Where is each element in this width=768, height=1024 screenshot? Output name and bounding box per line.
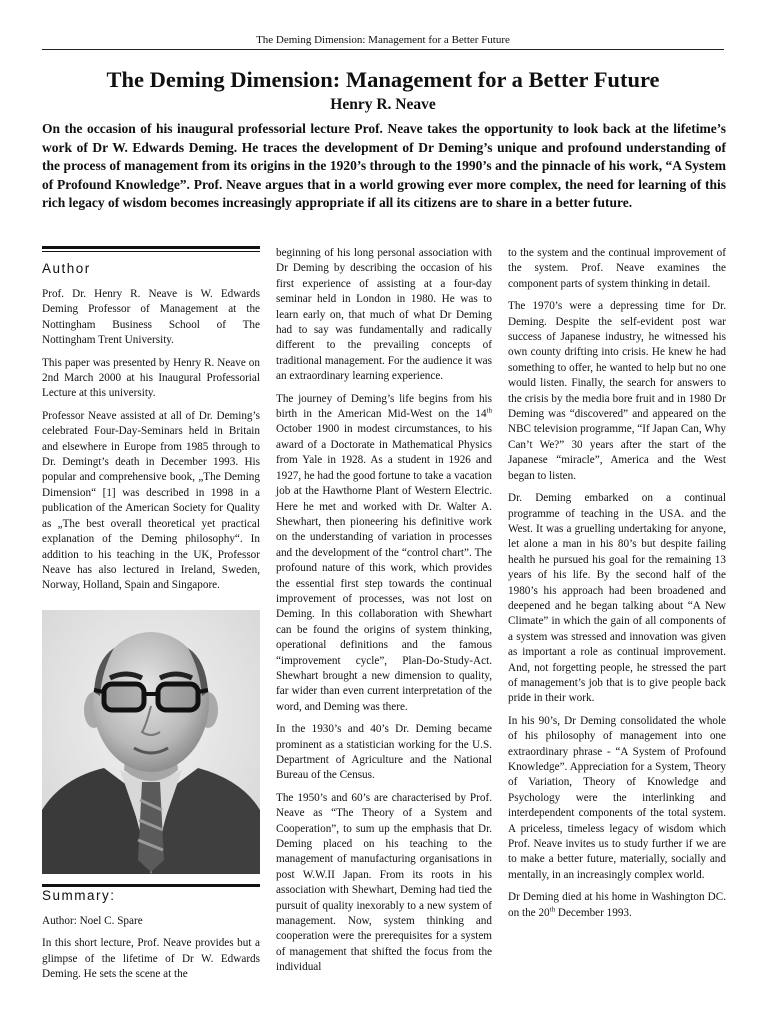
body-text: October 1900 in modest circumstances, to his award of a Doctorate in Mathematical Physics from Yale in 1928. As a student in 1926 and 1927, he had the good fortune to take a vacation job at the Hawthorne Plant of Western Electric. Here he met and worked with Dr. Walter A. Shewhart, then pioneering his definitive work on the understanding of variation in processes and the development of the “control chart”. The profound nature of this work, which provides the essential first step towards the continual improvement of processes, was not lost on Deming. In this collaboration with Shewhart can be found the origins of system thinking, operational definitions and the famous “improvement cycle”, Plan-Do-Study-Act. Shewhart brought a new dimension to quality, far wider than even current interpretation of the word, and Deming was there.	[276, 423, 492, 713]
ordinal-suffix: th	[549, 904, 556, 913]
body-column-2	[276, 246, 492, 983]
body-paragraph: The 1950’s and 60’s are characterised by Prof. Neave as “The Theory of a System and Cooperation”, to sum up the emphasis that Dr. Deming placed on his teaching to the management of manufacturing organisations in post W.W.II Japan. From its roots in his association with Shewhart, Deming had tied the pursuit of quality inexorably to a new system of management. Now, system thinking and cooperation were the prerequisites for a system of management that shifted the focus from the individual	[276, 791, 492, 974]
author-bio-paragraph: Professor Neave assisted at all of Dr. Deming’s celebrated Four-Day-Seminars held in Britain and elsewhere in Europe from 1985 through to Dr. Demingt’s death in December 1993. His popular and comprehensive book, „The Deming Dimension“ [1] was described in 1998 in a publication of the American Society for Quality as „The best overall theoretical yet practical explanation of the Deming philosophy“. In addition to his teaching in the UK, Professor Neave has also lectured in Ireland, Sweden, Norway, Holland, Spain and Singapore.	[42, 409, 260, 592]
body-text: The journey of Deming’s life begins from his birth in the American Mid-West on the 14	[276, 392, 492, 421]
sidebar-column	[42, 246, 260, 989]
ordinal-suffix: th	[486, 406, 492, 415]
body-column-3	[508, 246, 726, 928]
body-text: December 1993.	[555, 906, 632, 919]
running-header: The Deming Dimension: Management for a Better Future	[256, 34, 510, 46]
author-portrait-photo	[42, 610, 260, 874]
summary-paragraph: In this short lecture, Prof. Neave provides but a glimpse of the lifetime of Dr W. Edwards Deming. He sets the scene at the	[42, 937, 260, 980]
body-text: Dr Deming died at his home in Washington DC. on the 20	[508, 891, 726, 919]
body-paragraph: beginning of his long personal association with Dr Deming by describing the occasion of his first experience of assisting at a four-day seminar held in London in 1980. He was to learn early on, that much of what Dr Deming had to say was fundamentally and radically different to the prevailing concepts of traditional management. For the audience it was an extraordinary learning experience.	[276, 247, 492, 383]
summary-author: Author: Noel C. Spare	[42, 914, 143, 927]
body-paragraph: In the 1930’s and 40’s Dr. Deming became prominent as a statistician working for the U.S. Department of Agriculture and the National Bureau of the Census.	[276, 723, 492, 782]
summary-heading: Summary:	[42, 887, 116, 903]
author-bio-paragraph: Prof. Dr. Henry R. Neave is W. Edwards Deming Professor of Management at the Nottingham Business School of The Nottingham Trent University.	[42, 288, 260, 347]
header-rule	[42, 49, 724, 50]
author-bio-paragraph: This paper was presented by Henry R. Neave on 2nd March 2000 at his Inaugural Professorial Lecture at this university.	[42, 356, 260, 400]
sidebar-top-rule	[42, 246, 260, 249]
author-heading: Author	[42, 261, 91, 276]
body-paragraph	[508, 890, 726, 921]
body-paragraph: In his 90’s, Dr Deming consolidated the whole of his philosophy of management into one extraordinary phrase - “A System of Profound Knowledge”. Appreciation for a System, Theory of Variation, Theory of Knowledge and Psychology were the interlinking and interdependent components of the total system. A priceless, timeless legacy of wisdom which Prof. Neave invites us to study further if we are to make a better future, materially, socially and mentally, in an increasingly complex world.	[508, 714, 726, 881]
article-abstract: On the occasion of his inaugural professorial lecture Prof. Neave takes the opportunity to look back at the lifetime’s work of Dr W. Edwards Deming. He traces the development of Dr Deming’s unique and profound understanding of the process of management from its origins in the 1920’s through to the 1990’s and the pinnacle of his work, “A System of Profound Knowledge”. Prof. Neave argues that in a world growing ever more complex, the need for learning of this rich legacy of wisdom becomes increasingly appropriate if all its citizens are to share in a better future.	[42, 121, 726, 210]
body-paragraph: to the system and the continual improvement of the system. Prof. Neave examines the component parts of system thinking in detail.	[508, 247, 726, 290]
article-title: The Deming Dimension: Management for a Better Future	[106, 67, 660, 92]
sidebar-top-rule-thin	[42, 251, 260, 252]
article-author: Henry R. Neave	[330, 96, 436, 113]
body-paragraph	[276, 392, 492, 716]
body-paragraph: Dr. Deming embarked on a continual programme of teaching in the USA. and the West. It was a gruelling undertaking for anyone, let alone a man in his 80’s but despite failing health he pursued his goal for the remaining 13 years of his life. By the second half of the 1980’s his approach had been broadened and deepened and he began talking about “A New Climate” in which the gain of all components of a system was stressed and innovation was given as important a role as continual improvement. And, not forgetting people, he stressed the part of management’s job that is to give people back pride in their work.	[508, 492, 726, 705]
body-paragraph: The 1970’s were a depressing time for Dr. Deming. Despite the self-evident post war success of Japanese industry, he witnessed his own county drifting into crisis. He knew he had something to offer, he wanted to help but no one would listen. Finally, the search for answers to the crisis by the media bore fruit and in 1980 Dr Deming was “discovered” and appeared on the NBC television programme, “If Japan Can, Why Can’t We?” 30 years after the start of the Japanese “miracle”, America and the West began to listen.	[508, 300, 726, 482]
